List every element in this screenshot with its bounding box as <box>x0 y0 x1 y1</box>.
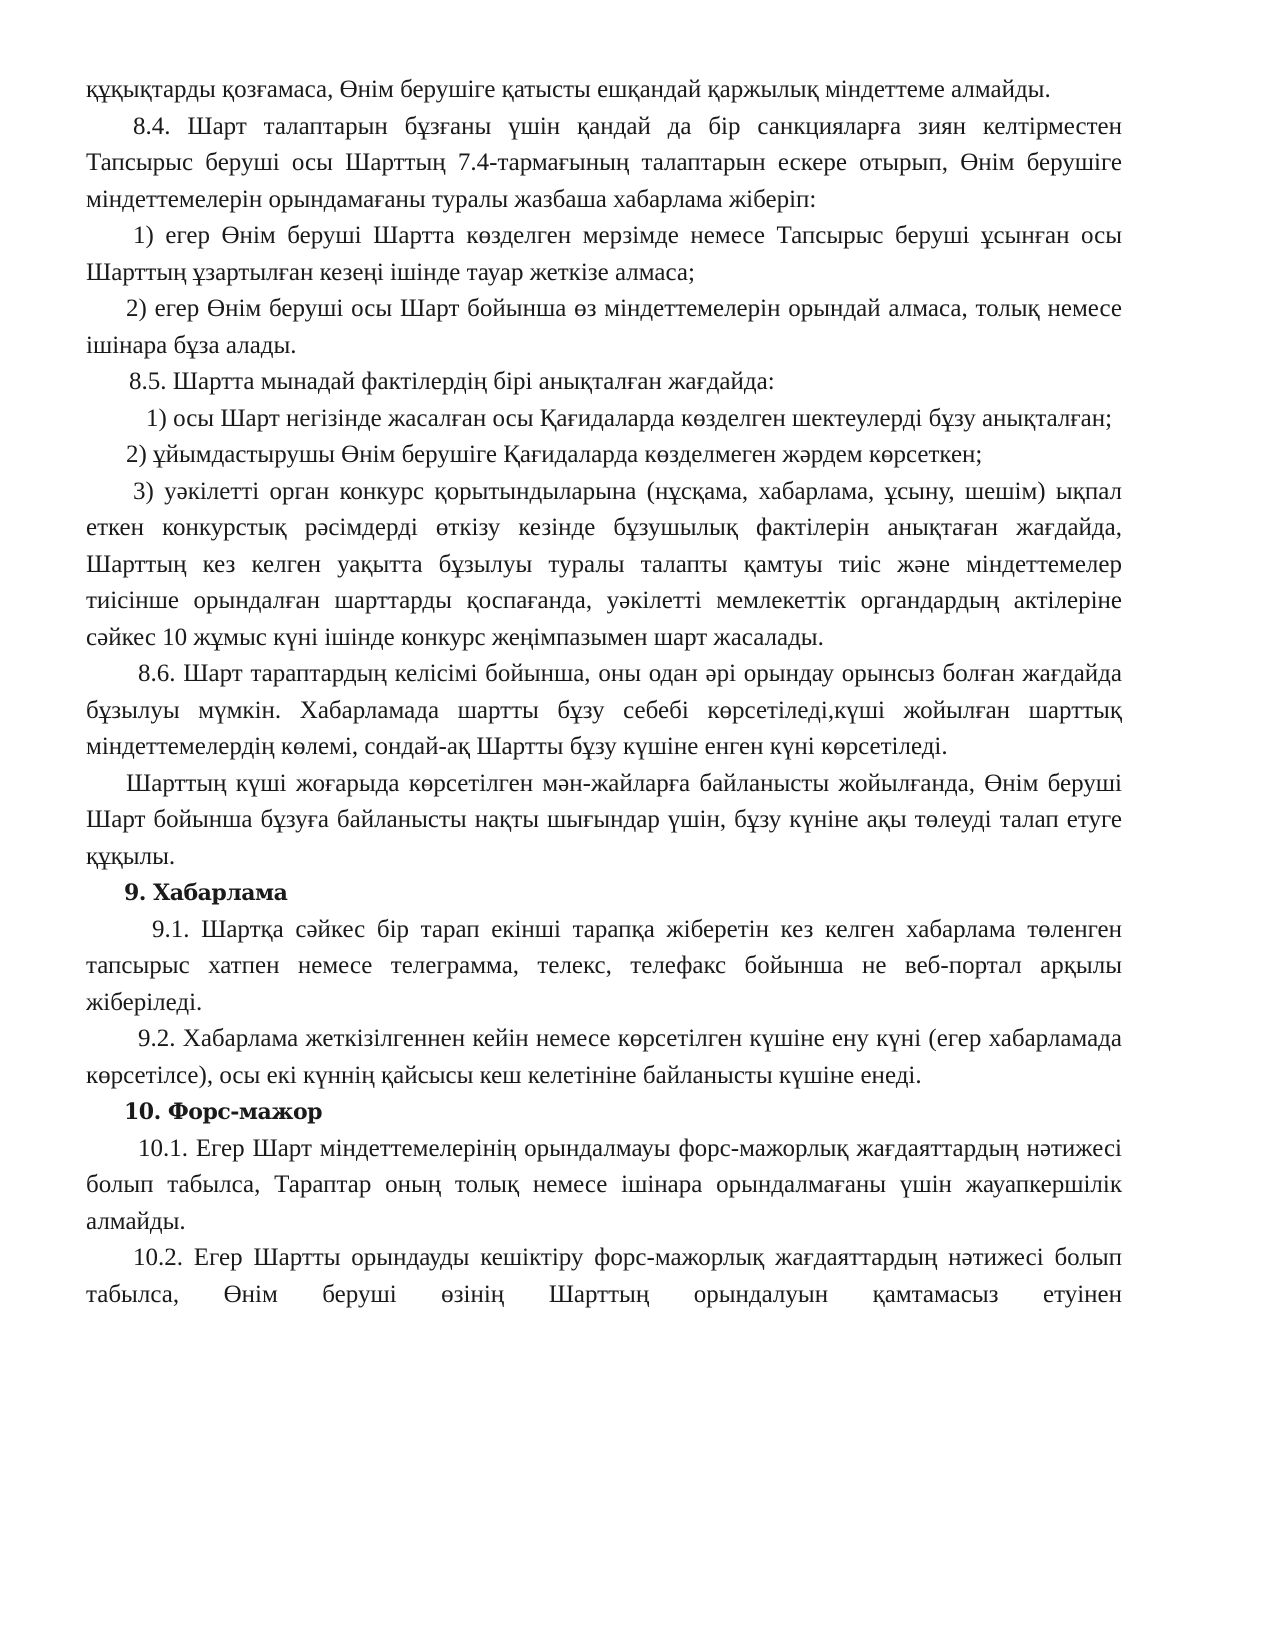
paragraph-9-2: 9.2. Хабарлама жеткізілгеннен кейін немесе көрсетілген күшіне ену күні (егер хабарламада көрсетілсе), осы екі күннің қайсысы кеш келетініне байланысты күшіне енеді. <box>86 1025 1122 1089</box>
paragraph-8-5: 8.5. Шартта мынадай фактілердің бірі анықталған жағдайда: <box>129 368 775 395</box>
paragraph-9-1: 9.1. Шартқа сәйкес бір тарап екінші тарапқа жіберетін кез келген хабарлама төленген тапсырыс хатпен немесе телеграмма, телекс, телефакс бойынша не веб-портал арқылы жіберіледі. <box>86 915 1122 1016</box>
paragraph-8-5-item-2: 2) ұйымдастырушы Өнім берушіге Қағидаларда көзделмеген жәрдем көрсеткен; <box>126 441 983 468</box>
paragraph-10-2: 10.2. Егер Шартты орындауды кешіктіру форс-мажорлық жағдаяттардың нәтижесі болып табылса, Өнім беруші өзінің Шарттың орындалуын қамтамасыз етуінен <box>86 1244 1122 1308</box>
paragraph-continuation: құқықтарды қозғамаса, Өнім берушіге қатысты ешқандай қаржылық міндеттеме алмайды. <box>86 76 1051 103</box>
paragraph-8-4-item-2: 2) егер Өнім беруші осы Шарт бойынша өз міндеттемелерін орындай алмаса, толық немесе ішінара бұза алады. <box>86 295 1122 359</box>
paragraph-8-4: 8.4. Шарт талаптарын бұзғаны үшін қандай да бір санкцияларға зиян келтірместен Тапсырыс беруші осы Шарттың 7.4-тармағының талаптарын ескере отырып, Өнім берушіге міндеттемелерін орындамағаны туралы жазбаша хабарлама жіберіп: <box>86 112 1122 213</box>
paragraph-8-5-item-1: 1) осы Шарт негізінде жасалған осы Қағидаларда көзделген шектеулерді бұзу анықталған; <box>146 404 1113 432</box>
document-page <box>86 72 1122 1313</box>
paragraph-8-4-item-1: 1) егер Өнім беруші Шартта көзделген мерзімде немесе Тапсырыс беруші ұсынған осы Шарттың ұзартылған кезеңі ішінде тауар жеткізе алмаса; <box>86 222 1122 286</box>
paragraph-8-6-continuation: Шарттың күші жоғарыда көрсетілген мән-жайларға байланысты жойылғанда, Өнім беруші Шарт бойынша бұзуға байланысты нақты шығындар үшін, бұзу күніне ақы төлеуді талап етуге құқылы. <box>86 769 1122 870</box>
paragraph-8-5-item-3: 3) уәкілетті орган конкурс қорытындыларына (нұсқама, хабарлама, ұсыну, шешім) ықпал еткен конкурстық рәсімдерді өткізу кезінде бұзушылық фактілерін анықтаған жағдайда, Шарттың кез келген уақытта бұзылуы туралы талапты қамтуы тиіс және міндеттемелер тиісінше орындалған шарттарды қоспағанда, уәкілетті мемлекеттік органдардың актілеріне сәйкес 10 жұмыс күні ішінде конкурс жеңімпазымен шарт жасалады. <box>86 477 1122 651</box>
paragraph-8-6: 8.6. Шарт тараптардың келісімі бойынша, оны одан әрі орындау орынсыз болған жағдайда бұзылуы мүмкін. Хабарламада шартты бұзу себебі көрсетіледі,күші жойылған шарттық міндеттемелердің көлемі, сондай-ақ Шартты бұзу күшіне енген күні көрсетіледі. <box>86 660 1122 760</box>
paragraph-10-1: 10.1. Егер Шарт міндеттемелерінің орындалмауы форс-мажорлық жағдаяттардың нәтижесі болып табылса, Тараптар оның толық немесе ішінара орындалмағаны үшін жауапкершілік алмайды. <box>86 1134 1122 1235</box>
section-heading-10: 10. Форс-мажор <box>124 1099 323 1125</box>
section-heading-9: 9. Хабарлама <box>124 880 288 906</box>
